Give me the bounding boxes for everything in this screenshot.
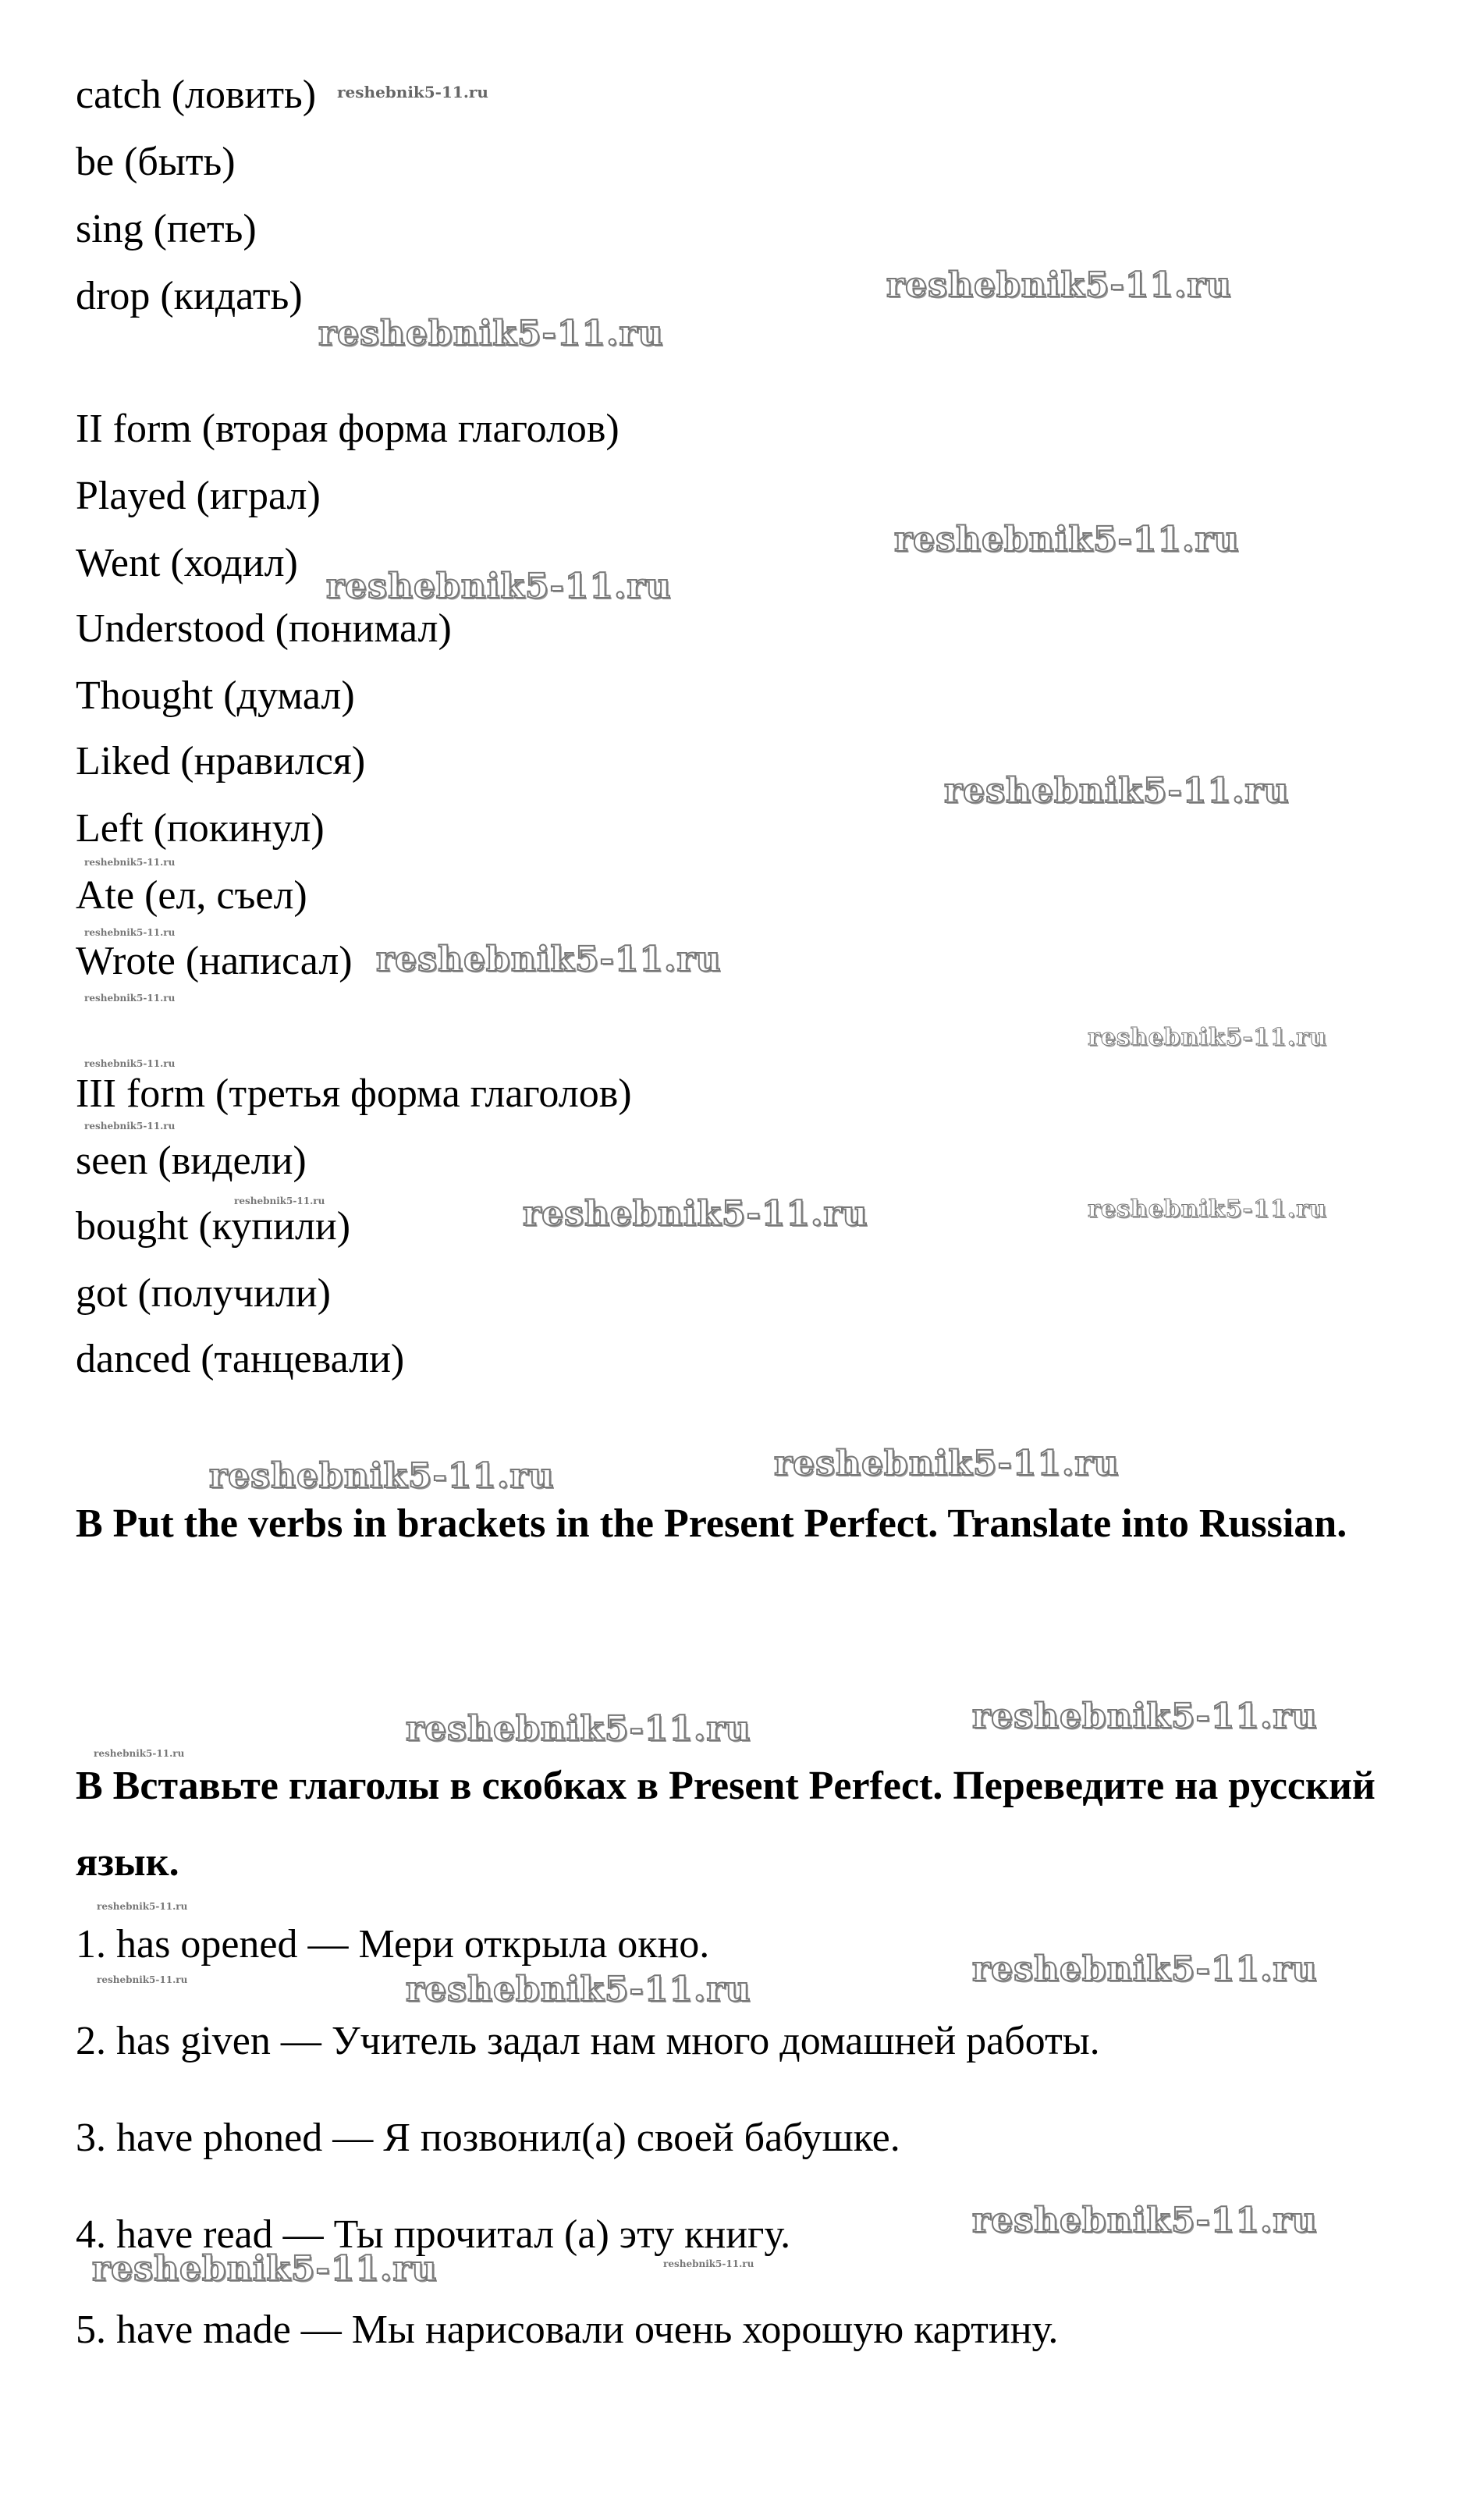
watermark: reshebnik5-11.ru bbox=[886, 265, 1232, 305]
answer-line: 1. has opened — Мери открыла окно. bbox=[76, 1922, 710, 1967]
watermark: reshebnik5-11.ru bbox=[84, 927, 176, 938]
section-heading-second-form: II form (вторая форма глаголов) bbox=[76, 407, 620, 451]
watermark: reshebnik5-11.ru bbox=[97, 1974, 188, 1985]
verb-line: sing (петь) bbox=[76, 207, 257, 251]
verb-line: seen (видели) bbox=[76, 1139, 307, 1183]
verb-line: bought (купили) bbox=[76, 1204, 351, 1249]
watermark: reshebnik5-11.ru bbox=[663, 2258, 754, 2269]
watermark: reshebnik5-11.ru bbox=[84, 1121, 176, 1132]
answer-line: 5. have made — Мы нарисовали очень хорошую картину. bbox=[76, 2308, 1059, 2352]
watermark: reshebnik5-11.ru bbox=[1088, 1024, 1327, 1051]
watermark: reshebnik5-11.ru bbox=[972, 1697, 1318, 1736]
answer-line: 2. has given — Учитель задал нам много домашней работы. bbox=[76, 2019, 1100, 2063]
watermark: reshebnik5-11.ru bbox=[92, 2249, 438, 2289]
verb-line: be (быть) bbox=[76, 140, 236, 184]
answer-line: 4. have read — Ты прочитал (а) эту книгу. bbox=[76, 2212, 791, 2257]
watermark: reshebnik5-11.ru bbox=[972, 1949, 1318, 1989]
watermark: reshebnik5-11.ru bbox=[1088, 1196, 1327, 1223]
verb-line: Understood (понимал) bbox=[76, 606, 452, 651]
watermark: reshebnik5-11.ru bbox=[84, 1058, 176, 1069]
task-heading-russian: B Вставьте глаголы в скобках в Present Perfect. Переведите на русский язык. bbox=[76, 1764, 1376, 1885]
task-heading-english: B Put the verbs in brackets in the Present Perfect. Translate into Russian. bbox=[76, 1501, 1347, 1546]
watermark: reshebnik5-11.ru bbox=[318, 314, 664, 354]
watermark: reshebnik5-11.ru bbox=[209, 1456, 555, 1496]
watermark: reshebnik5-11.ru bbox=[94, 1748, 185, 1759]
watermark: reshebnik5-11.ru bbox=[523, 1194, 868, 1234]
verb-line: Ate (ел, съел) bbox=[76, 873, 307, 918]
verb-line: got (получили) bbox=[76, 1271, 331, 1316]
watermark: reshebnik5-11.ru bbox=[774, 1444, 1120, 1483]
watermark: reshebnik5-11.ru bbox=[326, 567, 672, 606]
watermark: reshebnik5-11.ru bbox=[894, 520, 1240, 560]
section-heading-third-form: III form (третья форма глаголов) bbox=[76, 1071, 632, 1116]
watermark: reshebnik5-11.ru bbox=[337, 83, 488, 101]
watermark: reshebnik5-11.ru bbox=[944, 771, 1290, 811]
verb-line: Wrote (написал) bbox=[76, 939, 353, 983]
verb-line: Left (покинул) bbox=[76, 806, 325, 851]
watermark: reshebnik5-11.ru bbox=[234, 1196, 325, 1206]
verb-line: Went (ходил) bbox=[76, 541, 298, 585]
watermark: reshebnik5-11.ru bbox=[84, 857, 176, 868]
watermark: reshebnik5-11.ru bbox=[97, 1901, 188, 1912]
watermark: reshebnik5-11.ru bbox=[84, 993, 176, 1004]
watermark: reshebnik5-11.ru bbox=[972, 2201, 1318, 2240]
answer-line: 3. have phoned — Я позвонил(а) своей бабушке. bbox=[76, 2116, 900, 2160]
verb-line: Thought (думал) bbox=[76, 673, 355, 718]
verb-line: Played (играл) bbox=[76, 474, 321, 518]
verb-line: catch (ловить) bbox=[76, 73, 317, 117]
verb-line: Liked (нравился) bbox=[76, 739, 366, 783]
verb-line: danced (танцевали) bbox=[76, 1337, 405, 1381]
watermark: reshebnik5-11.ru bbox=[406, 1970, 751, 2009]
verb-line: drop (кидать) bbox=[76, 274, 303, 318]
watermark: reshebnik5-11.ru bbox=[406, 1709, 751, 1749]
watermark: reshebnik5-11.ru bbox=[376, 940, 722, 979]
